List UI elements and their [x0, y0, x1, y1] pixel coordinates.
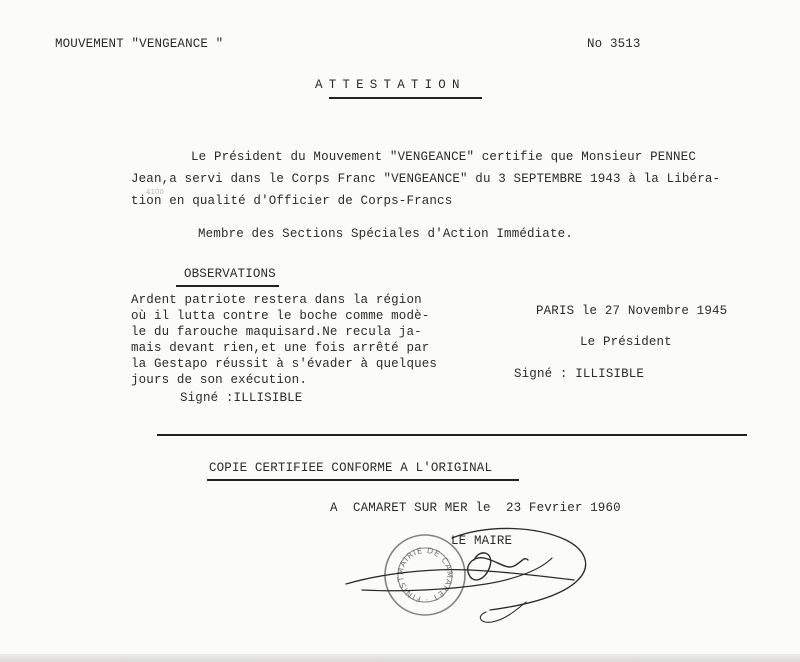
observations-signature: Signé :ILLISIBLE	[180, 391, 303, 405]
observation-line: où il lutta contre le boche comme modè-	[131, 309, 430, 323]
title-underline	[329, 97, 482, 99]
observation-line: la Gestapo réussit à s'évader à quelques	[131, 357, 438, 371]
observation-line: le du farouche maquisard.Ne recula ja-	[131, 325, 422, 339]
president-role: Le Président	[580, 335, 672, 349]
observations-heading: OBSERVATIONS	[184, 267, 276, 281]
document-number: No 3513	[587, 37, 641, 51]
section-divider	[157, 434, 747, 436]
official-seal	[6, 0, 465, 615]
observation-line: mais devant rien,et une fois arrêté par	[131, 341, 430, 355]
body-line-3: tion en qualité d'Officier de Corps-Francs	[131, 194, 453, 208]
observation-line: jours de son exécution.	[131, 373, 307, 387]
copy-place-date: A CAMARET SUR MER le 23 Fevrier 1960	[330, 501, 621, 515]
body-line-1: Le Président du Mouvement "VENGEANCE" certifie que Monsieur PENNEC	[191, 150, 696, 164]
copy-heading: COPIE CERTIFIEE CONFORME A L'ORIGINAL	[209, 461, 493, 475]
president-signature: Signé : ILLISIBLE	[514, 367, 645, 381]
copy-heading-underline	[207, 479, 519, 481]
document-title: ATTESTATION	[315, 78, 466, 92]
member-line: Membre des Sections Spéciales d'Action Immédiate.	[198, 227, 573, 241]
mayor-title: LE MAIRE	[451, 534, 513, 548]
body-line-2: Jean,a servi dans le Corps Franc "VENGEANCE" du 3 SEPTEMBRE 1943 à la Libéra-	[131, 172, 721, 186]
seal-text: MAIRIE DE CAMARET · FINISTÈRE ·	[5, 0, 455, 605]
observations-underline	[176, 285, 279, 287]
observation-line: Ardent patriote restera dans la région	[131, 293, 422, 307]
pencil-annotation: 4100	[146, 188, 164, 196]
organization-header: MOUVEMENT "VENGEANCE "	[55, 37, 224, 51]
president-place-date: PARIS le 27 Novembre 1945	[536, 304, 728, 318]
